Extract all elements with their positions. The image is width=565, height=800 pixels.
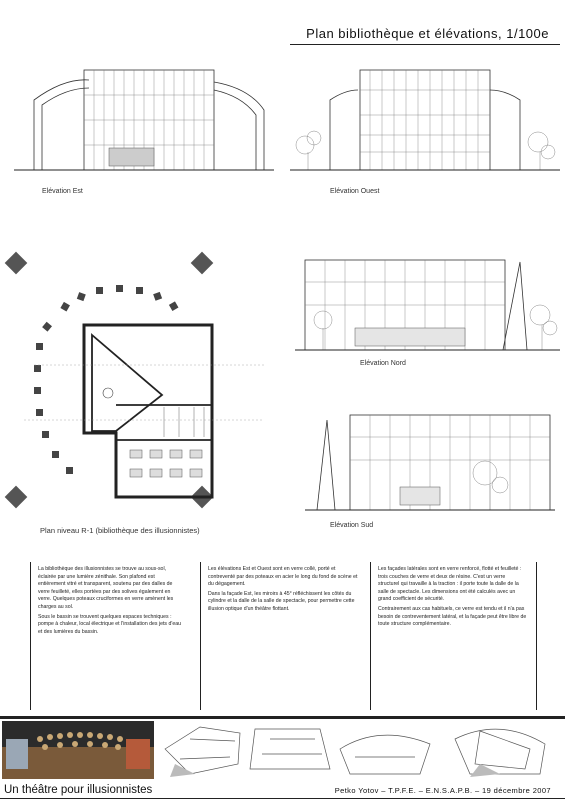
paragraph: Contrairement aux cas habituels, ce verre est tendu et il n'a pas besoin de contreventement latéral, et la façade peut être libre de toute structure complémentaire. [378,605,527,628]
elevation-ouest-drawing [290,60,560,190]
render-strip [0,719,565,781]
paragraph: Les façades latérales sont en verre renforcé, flotté et feuilleté : trois couches de verre et deux de résine. C'est un verre structurel qui travaille à la traction : il porte toute la dalle de la salle de spectacle. Les dimensions ont été calculés avec un grand coefficient de sécurité. [378,566,522,603]
text-column-3 [378,566,528,631]
elevation-sud-label: Elévation Sud [330,522,374,529]
elevation-nord-label: Elévation Nord [360,360,406,367]
paragraph: Les élévations Est et Ouest sont en verre collé, porté et contreventé par des poteaux en acier le long du fond de scène et du dégagement. [208,566,358,588]
footer-rule [0,798,565,799]
elevation-ouest-label: Elévation Ouest [330,188,380,195]
column-rule-3 [370,562,371,710]
plan-label: Plan niveau R-1 (bibliothèque des illusionnistes) [40,526,200,535]
text-column-2 [208,566,358,616]
plan-drawing [4,245,290,525]
elevation-nord-drawing [295,250,560,360]
column-rule-1 [30,562,31,710]
elevation-sud-drawing [305,405,555,520]
paragraph: Dans la façade Est, les miroirs à 45° réfléchissent les côtés du cylindre et la dalle de la salle de spectacle, pour permettre cette illusion optique d'un théâtre flottant. [208,590,355,612]
footer-project-title: Un théâtre pour illusionnistes [4,784,153,796]
page-title: Plan bibliothèque et élévations, 1/100e [306,26,549,41]
paragraph: Sous le bassin se trouvent quelques espaces techniques : pompe à chaleur, local électrique et l'installation des jets d'eau et des lumières du bassin. [38,613,181,635]
elevation-est-label: Elévation Est [42,188,83,195]
text-column-1 [38,566,182,638]
title-rule [290,44,560,45]
elevation-est-drawing [14,60,274,190]
footer-credits: Petko Yotov – T.P.F.E. – E.N.S.A.P.B. – 19 décembre 2007 [334,786,551,795]
column-rule-2 [200,562,201,710]
column-rule-4 [536,562,537,710]
paragraph: La bibliothèque des illusionnistes se trouve au sous-sol, éclairée par une lumière zénithale. Son plafond est entièrement vitré et transparent, soutenu par des dalles de verre feuilleté, elles portées par des solives également en verre. Quelques poteaux cruciformes en verre amènent les charges au sol. [38,566,174,610]
